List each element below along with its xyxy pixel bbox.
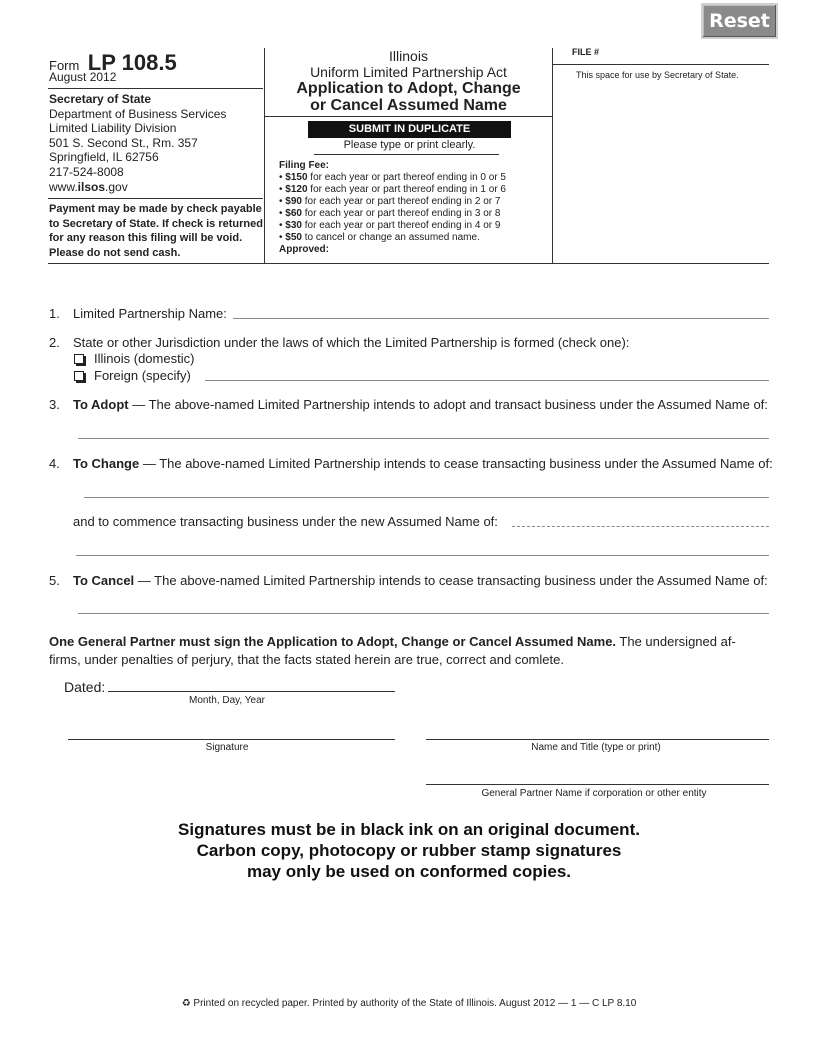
cancel-underline (78, 613, 769, 614)
filing-fee-label: Filing Fee: (279, 160, 329, 171)
divider (553, 64, 769, 65)
form-title-line2: or Cancel Assumed Name (310, 97, 507, 114)
new-name-label: and to commence transacting business under the new Assumed Name of: (73, 514, 498, 529)
item-number: 4. (49, 456, 60, 471)
change-label: To Change — The above-named Limited Partnership intends to cease transacting business under the Assumed Name of: (73, 456, 773, 471)
illinois-checkbox[interactable] (74, 354, 84, 364)
divider (48, 88, 263, 89)
illinois-option-label: Illinois (domestic) (94, 351, 195, 366)
name-title-input[interactable] (428, 724, 770, 739)
cancel-name-input[interactable] (80, 599, 770, 614)
filing-fee-block (279, 160, 506, 255)
attestation-text: One General Partner must sign the Application to Adopt, Change or Cancel Assumed Name. The undersigned af- firms, under penalties of perjury, that the facts stated herein are true, correct and comlete. (49, 634, 736, 667)
address-line: Department of Business Services (49, 106, 227, 121)
payment-note: Payment may be made by check payable to Secretary of State. If check is returned for any reason this filing will be void. Please do not send cash. (49, 203, 263, 259)
divider (314, 154, 499, 155)
item-number: 3. (49, 397, 60, 412)
general-partner-caption: General Partner Name if corporation or other entity (481, 788, 707, 799)
title-block (265, 48, 552, 114)
phone-number: 217-524-8008 (49, 164, 124, 179)
address-line: Limited Liability Division (49, 121, 177, 136)
name-title-caption: Name and Title (type or print) (531, 742, 661, 753)
signature-requirements-note: Signatures must be in black ink on an original document. Carbon copy, photocopy or rubber stamp signatures may only be used on conformed copies. (178, 820, 640, 881)
form-title-line1: Application to Adopt, Change (296, 80, 521, 97)
item-number: 2. (49, 335, 60, 350)
fee-item: • $90 for each year or part thereof ending in 2 or 7 (279, 196, 506, 208)
change-new-underline (512, 526, 769, 527)
name-title-underline (426, 739, 769, 740)
signature-line[interactable] (68, 739, 395, 740)
adopt-name-input[interactable] (80, 424, 770, 439)
change-old-name-input[interactable] (86, 483, 770, 498)
agency-name: Secretary of State (49, 92, 152, 106)
sos-use-note: This space for use by Secretary of State. (576, 70, 739, 80)
act-name: Uniform Limited Partnership Act (310, 64, 507, 80)
submit-duplicate-banner: SUBMIT IN DUPLICATE (308, 121, 511, 138)
fee-item: • $150 for each year or part thereof ending in 0 or 5 (279, 172, 506, 184)
address-line: 501 S. Second St., Rm. 357 (49, 135, 198, 150)
header-bottom-rule (48, 263, 769, 264)
signature-caption: Signature (205, 742, 249, 753)
column-divider (552, 48, 553, 263)
lp-name-underline (233, 318, 769, 319)
fee-item: • $50 to cancel or change an assumed name. (279, 232, 506, 244)
date-caption: Month, Day, Year (189, 695, 265, 706)
state-name: Illinois (389, 48, 428, 64)
change-old-underline (84, 497, 769, 498)
foreign-option-label: Foreign (specify) (94, 368, 191, 383)
lp-name-label: Limited Partnership Name: (73, 306, 227, 321)
divider (48, 198, 263, 199)
dated-label: Dated: (64, 679, 106, 695)
illinois-option[interactable] (74, 351, 194, 366)
change-new-name-input[interactable] (513, 512, 771, 527)
general-partner-input[interactable] (428, 769, 770, 784)
form-date: August 2012 (49, 70, 117, 84)
approved-label: Approved: (279, 244, 329, 255)
agency-block (49, 92, 226, 194)
date-underline (108, 691, 395, 692)
form-number: LP 108.5 (87, 50, 177, 75)
address-line: Springfield, IL 62756 (49, 150, 159, 165)
cancel-label: To Cancel — The above-named Limited Partnership intends to cease transacting business under the Assumed Name of: (73, 573, 768, 588)
divider (265, 116, 552, 117)
foreign-jurisdiction-input[interactable] (206, 366, 770, 381)
foreign-underline (205, 380, 769, 381)
jurisdiction-label: State or other Jurisdiction under the laws of which the Limited Partnership is formed (check one): (73, 335, 630, 350)
website: www.ilsos.gov (49, 179, 128, 194)
lp-name-input[interactable] (234, 304, 770, 319)
adopt-label: To Adopt — The above-named Limited Partnership intends to adopt and transact business under the Assumed Name of: (73, 397, 768, 412)
print-note: Please type or print clearly. (343, 139, 476, 151)
footer (49, 998, 769, 1009)
foreign-option[interactable] (74, 368, 191, 383)
change-new-name-continued-input[interactable] (78, 541, 770, 556)
adopt-underline (78, 438, 769, 439)
file-number-label: FILE # (572, 47, 600, 57)
footer-text: Printed on recycled paper. Printed by authority of the State of Illinois. August 2012 — 1 — C LP 8.10 (190, 998, 637, 1009)
reset-button[interactable]: Reset (701, 3, 778, 39)
foreign-checkbox[interactable] (74, 371, 84, 381)
date-input[interactable] (110, 677, 396, 692)
fee-item: • $30 for each year or part thereof ending in 4 or 9 (279, 220, 506, 232)
general-partner-underline (426, 784, 769, 785)
recycle-icon: ♻ (181, 998, 191, 1009)
fee-item: • $60 for each year or part thereof ending in 3 or 8 (279, 208, 506, 220)
fee-item: • $120 for each year or part thereof ending in 1 or 6 (279, 184, 506, 196)
change-new-underline-2 (76, 555, 769, 556)
form-prefix: Form (49, 58, 80, 73)
item-number: 5. (49, 573, 60, 588)
item-number: 1. (49, 306, 60, 321)
